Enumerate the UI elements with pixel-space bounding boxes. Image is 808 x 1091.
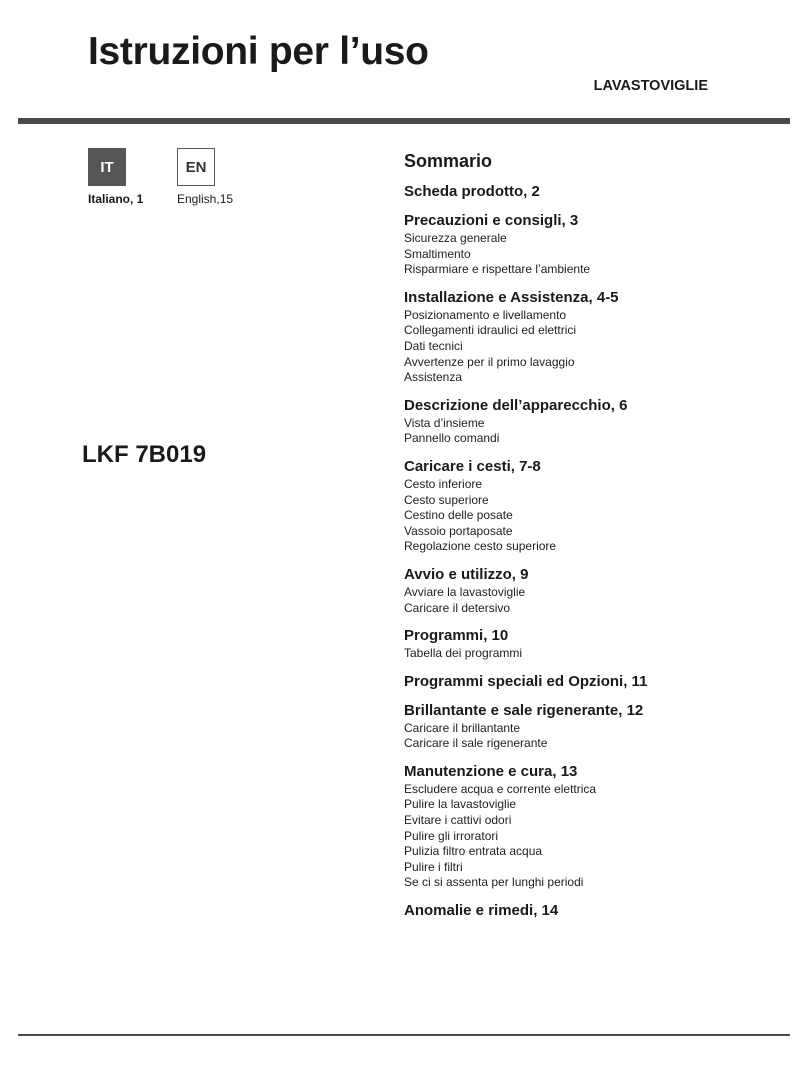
toc-sections <box>404 182 784 920</box>
toc-section-title[interactable]: Descrizione dell’apparecchio, 6 <box>404 396 628 414</box>
toc-subitem[interactable]: Risparmiare e rispettare l’ambiente <box>404 262 591 277</box>
toc-subitem[interactable]: Pulire la lavastoviglie <box>404 797 517 812</box>
toc-subitem[interactable]: Avvertenze per il primo lavaggio <box>404 354 575 369</box>
language-tab-en[interactable]: EN <box>177 148 215 186</box>
toc-section-title[interactable]: Programmi, 10 <box>404 627 509 645</box>
toc-section-title[interactable]: Brillantante e sale rigenerante, 12 <box>404 701 644 719</box>
toc-subitem[interactable]: Vista d’insieme <box>404 415 485 430</box>
toc-subitem[interactable]: Cesto inferiore <box>404 476 483 491</box>
toc-section-title[interactable]: Installazione e Assistenza, 4-5 <box>404 288 619 306</box>
toc-section-title[interactable]: Avvio e utilizzo, 9 <box>404 565 529 583</box>
toc-section <box>404 288 784 386</box>
toc-subitem[interactable]: Cestino delle posate <box>404 508 513 523</box>
toc-subitem[interactable]: Pulire i filtri <box>404 859 463 874</box>
toc-section-title[interactable]: Precauzioni e consigli, 3 <box>404 212 579 229</box>
toc-heading: Sommario <box>404 151 493 171</box>
toc-subitem[interactable]: Cesto superiore <box>404 492 489 507</box>
toc-section <box>404 211 784 278</box>
toc-section-title[interactable]: Programmi speciali ed Opzioni, 11 <box>404 672 648 690</box>
toc-section <box>404 701 784 752</box>
bottom-rule <box>18 1034 790 1036</box>
toc-subitem[interactable]: Caricare il brillantante <box>404 720 521 735</box>
toc-subitem[interactable]: Vassoio portaposate <box>404 523 513 538</box>
toc-subitem[interactable]: Tabella dei programmi <box>404 646 523 661</box>
toc-subitem[interactable]: Caricare il sale rigenerante <box>404 736 548 751</box>
top-rule <box>18 118 790 124</box>
toc-subitem[interactable]: Sicurezza generale <box>404 231 507 245</box>
toc-section-title[interactable]: Caricare i cesti, 7-8 <box>404 457 541 475</box>
page-title: Istruzioni per l’uso <box>88 30 429 73</box>
toc-section <box>404 672 784 691</box>
toc-subitem[interactable]: Avviare la lavastoviglie <box>404 584 526 599</box>
toc-subitem[interactable]: Regolazione cesto superiore <box>404 539 557 554</box>
toc-subitem[interactable]: Pannello comandi <box>404 431 500 446</box>
toc-subitem[interactable]: Caricare il detersivo <box>404 600 511 615</box>
toc-section-title[interactable]: Anomalie e rimedi, 14 <box>404 902 559 920</box>
table-of-contents <box>404 150 784 930</box>
toc-section <box>404 565 784 616</box>
toc-subitem[interactable]: Posizionamento e livellamento <box>404 307 567 322</box>
toc-section <box>404 182 784 201</box>
toc-subitem[interactable]: Smaltimento <box>404 246 471 261</box>
toc-section <box>404 762 784 891</box>
language-label-it: Italiano, 1 <box>88 192 144 206</box>
language-label-en: English,15 <box>177 192 234 206</box>
toc-section <box>404 901 784 920</box>
toc-section <box>404 396 784 447</box>
toc-subitem[interactable]: Se ci si assenta per lunghi periodi <box>404 875 584 890</box>
toc-section-title[interactable]: Manutenzione e cura, 13 <box>404 762 578 780</box>
toc-section-title[interactable]: Scheda prodotto, 2 <box>404 183 540 200</box>
toc-subitem[interactable]: Dati tecnici <box>404 338 463 353</box>
toc-subitem[interactable]: Assistenza <box>404 370 463 385</box>
toc-subitem[interactable]: Escludere acqua e corrente elettrica <box>404 781 597 796</box>
toc-subitem[interactable]: Evitare i cattivi odori <box>404 813 512 828</box>
language-tab-it[interactable]: IT <box>88 148 126 186</box>
toc-subitem[interactable]: Collegamenti idraulici ed elettrici <box>404 323 577 338</box>
product-type: LAVASTOVIGLIE <box>593 78 708 94</box>
model-number: LKF 7B019 <box>82 441 207 468</box>
toc-section <box>404 457 784 555</box>
toc-subitem[interactable]: Pulizia filtro entrata acqua <box>404 844 543 859</box>
toc-section <box>404 626 784 662</box>
toc-subitem[interactable]: Pulire gli irroratori <box>404 828 499 843</box>
